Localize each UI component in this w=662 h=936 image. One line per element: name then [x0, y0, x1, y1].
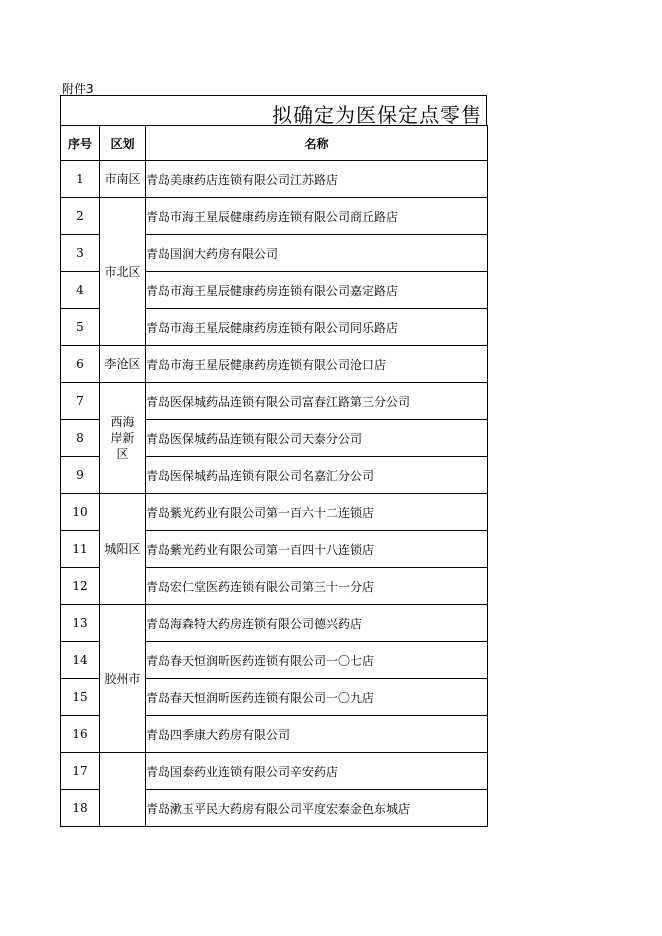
name-cell: 青岛医保城药品连锁有限公司富春江路第三分公司	[146, 383, 488, 420]
district-cell: 胶州市	[100, 605, 146, 753]
table-row	[61, 753, 488, 790]
seq-cell: 2	[61, 198, 100, 235]
seq-cell: 16	[61, 716, 100, 753]
name-cell: 青岛国润大药房有限公司	[146, 235, 488, 272]
name-cell: 青岛市海王星辰健康药房连锁有限公司同乐路店	[146, 309, 488, 346]
district-label: 西海岸新区	[110, 415, 135, 461]
name-cell: 青岛美康药店连锁有限公司江苏路店	[146, 161, 488, 198]
seq-cell: 12	[61, 568, 100, 605]
district-cell	[100, 383, 146, 494]
district-cell: 市北区	[100, 198, 146, 346]
seq-cell: 4	[61, 272, 100, 309]
name-cell: 青岛漱玉平民大药房有限公司平度宏泰金色东城店	[146, 790, 488, 827]
header-district: 区划	[100, 126, 146, 161]
seq-cell: 18	[61, 790, 100, 827]
seq-cell: 6	[61, 346, 100, 383]
name-cell: 青岛海森特大药房连锁有限公司德兴药店	[146, 605, 488, 642]
header-seq: 序号	[61, 126, 100, 161]
seq-cell: 1	[61, 161, 100, 198]
district-cell: 城阳区	[100, 494, 146, 605]
header-name: 名称	[146, 126, 488, 161]
district-cell: 李沧区	[100, 346, 146, 383]
seq-cell: 9	[61, 457, 100, 494]
seq-cell: 17	[61, 753, 100, 790]
name-cell: 青岛春天恒润昕医药连锁有限公司一〇七店	[146, 642, 488, 679]
name-cell: 青岛医保城药品连锁有限公司名嘉汇分公司	[146, 457, 488, 494]
attachment-label: 附件3	[62, 82, 94, 96]
table-row	[61, 346, 488, 383]
name-cell: 青岛市海王星辰健康药房连锁有限公司商丘路店	[146, 198, 488, 235]
name-cell: 青岛紫光药业有限公司第一百四十八连锁店	[146, 531, 488, 568]
table-row	[61, 161, 488, 198]
seq-cell: 10	[61, 494, 100, 531]
seq-cell: 5	[61, 309, 100, 346]
name-cell: 青岛四季康大药房有限公司	[146, 716, 488, 753]
seq-cell: 11	[61, 531, 100, 568]
seq-cell: 13	[61, 605, 100, 642]
name-cell: 青岛市海王星辰健康药房连锁有限公司嘉定路店	[146, 272, 488, 309]
table-row	[61, 605, 488, 642]
seq-cell: 15	[61, 679, 100, 716]
name-cell: 青岛市海王星辰健康药房连锁有限公司沧口店	[146, 346, 488, 383]
table-row	[61, 494, 488, 531]
seq-cell: 8	[61, 420, 100, 457]
name-cell: 青岛国泰药业连锁有限公司辛安药店	[146, 753, 488, 790]
pharmacy-table	[60, 125, 488, 827]
name-cell: 青岛春天恒润昕医药连锁有限公司一〇九店	[146, 679, 488, 716]
seq-cell: 14	[61, 642, 100, 679]
name-cell: 青岛医保城药品连锁有限公司天泰分公司	[146, 420, 488, 457]
district-cell: 市南区	[100, 161, 146, 198]
header-row	[61, 126, 488, 161]
title-row	[60, 95, 487, 125]
document-title: 拟确定为医保定点零售	[272, 103, 482, 125]
name-cell: 青岛宏仁堂医药连锁有限公司第三十一分店	[146, 568, 488, 605]
name-cell: 青岛紫光药业有限公司第一百六十二连锁店	[146, 494, 488, 531]
seq-cell: 3	[61, 235, 100, 272]
seq-cell: 7	[61, 383, 100, 420]
table-row	[61, 383, 488, 420]
district-cell	[100, 753, 146, 827]
table-row	[61, 198, 488, 235]
